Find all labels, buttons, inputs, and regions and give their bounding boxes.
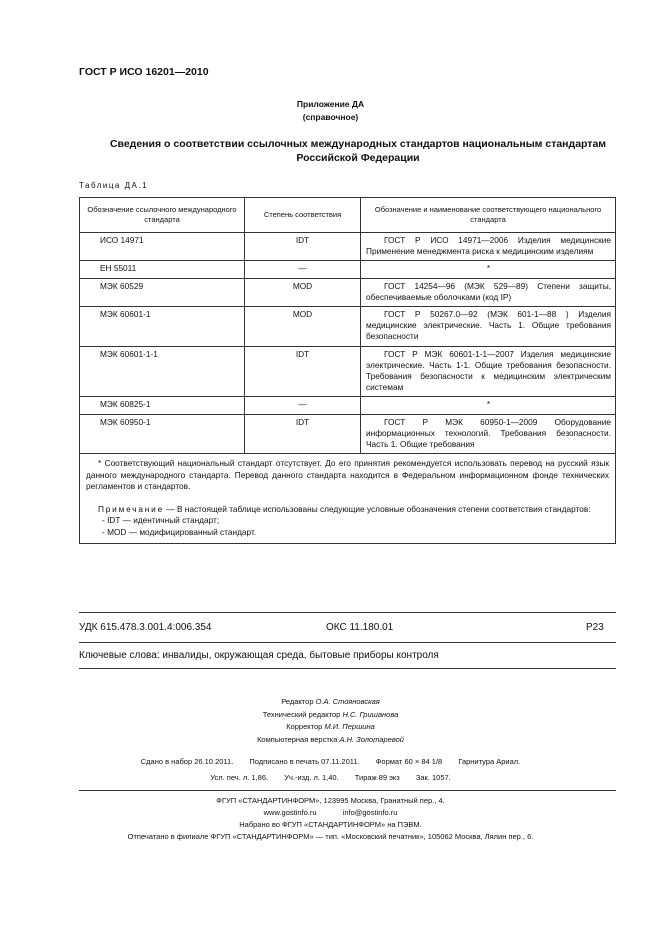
note-item-mod: - MOD — модифицированный стандарт.	[102, 526, 257, 537]
ref-cell: МЭК 60825-1	[80, 397, 245, 414]
degree-cell: MOD	[245, 307, 361, 347]
note-paragraph	[86, 504, 609, 516]
table-row	[80, 346, 616, 397]
national-cell	[361, 278, 616, 306]
footer-divider-top	[79, 612, 616, 613]
national-cell	[361, 233, 616, 261]
layout-line	[0, 734, 661, 747]
national-text: ГОСТ Р ИСО 14971—2006 Изделия медицинские Применение менеджмента риска к медицинским изделиям	[366, 235, 611, 257]
ref-cell: ИСО 14971	[80, 233, 245, 261]
appendix-header	[0, 98, 661, 124]
note-head: Примечание	[98, 503, 165, 514]
degree-cell: IDT	[245, 346, 361, 397]
publisher-contacts	[0, 807, 661, 819]
degree-cell: —	[245, 397, 361, 414]
heading-line-2: Российской Федерации	[296, 152, 420, 164]
editor-name: О.А. Стояновская	[315, 697, 380, 706]
publication-info	[0, 754, 661, 786]
table-footnote-cell	[80, 454, 616, 544]
editorial-credits	[0, 696, 661, 746]
correspondence-table	[79, 197, 616, 544]
ref-cell: ЕН 55011	[80, 261, 245, 278]
table-row	[80, 397, 616, 414]
publisher-website[interactable]: www.gostinfo.ru	[263, 808, 317, 817]
udk-code: УДК 615.478.3.001.4:006.354	[79, 622, 212, 633]
circulation: Тираж 89 экз	[354, 773, 400, 782]
oks-code: ОКС 11.180.01	[326, 622, 394, 633]
table-header-row	[80, 198, 616, 233]
publisher-address: ФГУП «СТАНДАРТИНФОРМ», 123995 Москва, Гранатный пер., 4.	[216, 796, 445, 805]
table-label: Таблица ДА.1	[79, 181, 149, 190]
table-row	[80, 278, 616, 306]
table-row	[80, 414, 616, 454]
degree-cell: —	[245, 261, 361, 278]
note-text: — В настоящей таблице использованы следующие условные обозначения степени соответствия стандартов:	[166, 503, 591, 514]
heading-line-1: Сведения о соответствии ссылочных международных стандартов национальным стандартам	[109, 138, 607, 150]
document-code: ГОСТ Р ИСО 16201—2010	[79, 66, 209, 78]
national-cell	[361, 346, 616, 397]
editor-line	[0, 696, 661, 709]
tech-editor-line	[0, 709, 661, 722]
sign-date: Подписано в печать 07.11.2011.	[249, 757, 360, 766]
set-date: Сдано в набор 26.10.2011.	[140, 757, 234, 766]
footnote-text: * Соответствующий национальный стандарт отсутствует. До его принятия рекомендуется использовать перевод на русский язык данного международного стандарта. Перевод данного стандарта находится в Федеральном информационном фонде технических регламентов и стандартов.	[86, 458, 609, 492]
layout-name: А.Н. Золотаревой	[339, 734, 404, 744]
footer-divider-middle	[79, 642, 616, 643]
header-degree: Степень соответствия	[245, 198, 361, 233]
table-row	[80, 233, 616, 261]
paper-format: Формат 60 × 84	[375, 757, 430, 766]
appendix-heading	[78, 137, 638, 165]
ref-cell: МЭК 60950-1	[80, 414, 245, 454]
keywords: Ключевые слова: инвалиды, окружающая среда, бытовые приборы контроля	[79, 650, 439, 661]
page-code: Р23	[586, 622, 604, 633]
order-number: Зак. 1057.	[415, 773, 451, 782]
national-cell	[361, 307, 616, 347]
note-item-idt: - IDT — идентичный стандарт;	[102, 515, 220, 526]
corrector-line	[0, 721, 661, 734]
ref-cell: МЭК 60601-1-1	[80, 346, 245, 397]
footer-divider-bottom	[79, 668, 616, 669]
print-sheets: Усл. печ. л. 1,86.	[210, 773, 269, 782]
publishing-sheets: Уч.-изд. л. 1,40.	[284, 773, 339, 782]
corrector-name: М.И. Першина	[324, 722, 375, 731]
typeset-info: Набрано во ФГУП «СТАНДАРТИНФОРМ» на ПЭВМ.	[239, 820, 422, 829]
publisher-block	[0, 795, 661, 843]
ref-cell: МЭК 60601-1	[80, 307, 245, 347]
header-ref-standard: Обозначение ссылочного международного стандарта	[80, 198, 245, 233]
corrector-label: Корректор	[286, 722, 323, 731]
degree-cell: IDT	[245, 233, 361, 261]
printed-info: Отпечатано в филиале ФГУП «СТАНДАРТИНФОРМ» — тип. «Московский печатник», 105062 Москва, Лялин пер., 6.	[127, 832, 534, 841]
national-text: ГОСТ Р МЭК 60950-1—2009 Оборудование информационных технологий. Требования безопасности. Часть 1. Общие требования	[366, 416, 611, 450]
pubinfo-line-1	[0, 754, 661, 770]
typeface: Гарнитура Ариал.	[458, 757, 521, 766]
appendix-subtitle: (справочное)	[302, 112, 359, 122]
layout-label: Компьютерная верстка	[257, 734, 338, 744]
paper-format-fraction: 1/8	[431, 757, 443, 766]
national-text: ГОСТ Р 50267.0—92 (МЭК 601-1—88 ) Изделия медицинские электрические. Часть 1. Общие требования безопасности	[366, 309, 611, 342]
pubinfo-line-2	[0, 770, 661, 786]
table-row	[80, 261, 616, 278]
degree-cell: IDT	[245, 414, 361, 454]
tech-editor-label: Технический редактор	[262, 709, 341, 719]
national-cell	[361, 414, 616, 454]
publisher-email[interactable]: info@gostinfo.ru	[342, 808, 398, 817]
national-text: ГОСТ 14254—96 (МЭК 529—89) Степени защиты, обеспечиваемые оболочками (код IP)	[366, 280, 611, 302]
ref-cell: МЭК 60529	[80, 278, 245, 306]
table-row	[80, 307, 616, 347]
editor-label: Редактор	[281, 697, 314, 706]
appendix-title: Приложение ДА	[296, 99, 365, 109]
table-footnote-row	[80, 454, 616, 544]
degree-cell: MOD	[245, 278, 361, 306]
national-text: ГОСТ Р МЭК 60601-1-1—2007 Изделия медицинские электрические. Часть 1-1. Общие требования безопасности. Требования безопасности к медицинским электрическим системам	[366, 348, 611, 393]
header-national-standard: Обозначение и наименование соответствующего национального стандарта	[361, 198, 616, 233]
tech-editor-name: Н.С. Гришанова	[342, 709, 399, 719]
national-cell: *	[361, 397, 616, 414]
publisher-divider	[79, 790, 616, 791]
national-cell: *	[361, 261, 616, 278]
